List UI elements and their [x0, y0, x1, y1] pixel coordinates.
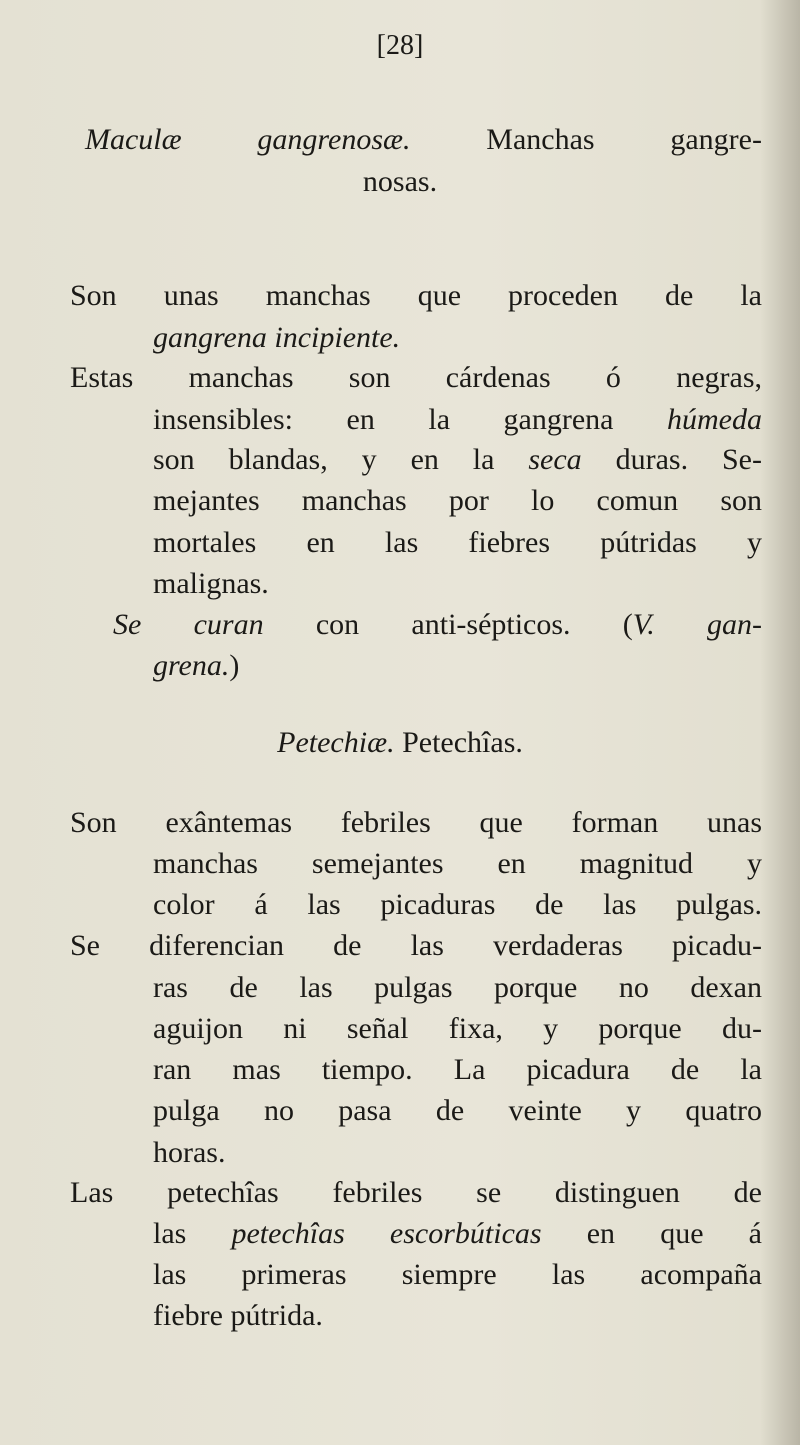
- text-line: [153, 1298, 323, 1334]
- text: ): [229, 649, 240, 682]
- text: mortales en las fiebres pútridas y: [153, 526, 762, 559]
- italic-text: Se curan: [113, 608, 264, 641]
- text: en que á: [541, 1217, 762, 1250]
- text-line: [153, 846, 762, 882]
- text-line: [70, 278, 762, 314]
- text-line: [153, 525, 762, 561]
- text: aguijon ni señal fixa, y porque du-: [153, 1012, 762, 1045]
- text: color á las picaduras de las pulgas.: [153, 888, 762, 921]
- page-number: [28]: [376, 30, 424, 61]
- section-heading-line: [0, 725, 800, 761]
- italic-text: grena.: [153, 649, 230, 682]
- text-line: [70, 928, 762, 964]
- text-line: [153, 1093, 762, 1129]
- text-line: [113, 607, 762, 643]
- text: pulga no pasa de veinte y quatro: [153, 1094, 762, 1127]
- text: Estas manchas son cárdenas ó negras,: [70, 361, 762, 394]
- text-line: [70, 1175, 762, 1211]
- text: Son exântemas febriles que forman unas: [70, 806, 762, 839]
- italic-text: petechîas escorbúticas: [231, 1217, 542, 1250]
- italic-text: seca: [528, 443, 582, 476]
- text: duras. Se-: [581, 443, 762, 476]
- italic-text: gangrena incipiente.: [153, 321, 401, 354]
- text-line: [153, 1257, 762, 1293]
- text: manchas semejantes en magnitud y: [153, 847, 762, 880]
- text: fiebre pútrida.: [153, 1299, 323, 1332]
- text-line: [153, 1052, 762, 1088]
- text-line: [153, 1135, 225, 1171]
- text: ran mas tiempo. La picadura de la: [153, 1053, 762, 1086]
- italic-text: Maculæ gangrenosæ.: [85, 123, 411, 156]
- text: mejantes manchas por lo comun son: [153, 484, 762, 517]
- text-line: [153, 566, 269, 602]
- text-line: [70, 805, 762, 841]
- text: las: [153, 1217, 232, 1250]
- text-line: [153, 648, 239, 684]
- text-line: [153, 483, 762, 519]
- text: horas.: [153, 1136, 226, 1169]
- text: Manchas gangre-: [410, 123, 762, 156]
- text: nosas.: [362, 165, 438, 198]
- italic-text: húmeda: [667, 403, 762, 436]
- text-line: [153, 887, 762, 923]
- text-line: [153, 1011, 762, 1047]
- text: las primeras siempre las acompaña: [153, 1258, 762, 1291]
- text: son blandas, y en la: [153, 443, 529, 476]
- section-heading-line: [85, 122, 762, 158]
- italic-text: V. gan-: [632, 608, 763, 641]
- text: con anti-sépticos. (: [263, 608, 633, 641]
- text: Petechîas.: [394, 726, 523, 759]
- text: malignas.: [153, 567, 269, 600]
- text-line: [153, 442, 762, 478]
- text-line: [153, 1216, 762, 1252]
- text-line: [153, 402, 762, 438]
- text: ras de las pulgas porque no dexan: [153, 971, 762, 1004]
- section-heading-line: [0, 164, 800, 200]
- text: Las petechîas febriles se distinguen de: [70, 1176, 762, 1209]
- text-line: [153, 320, 400, 356]
- text-line: [153, 970, 762, 1006]
- text: insensibles: en la gangrena: [153, 403, 668, 436]
- text: Se diferencian de las verdaderas picadu-: [70, 929, 762, 962]
- italic-text: Petechiæ.: [277, 726, 395, 759]
- text: Son unas manchas que proceden de la: [70, 279, 762, 312]
- text-line: [70, 360, 762, 396]
